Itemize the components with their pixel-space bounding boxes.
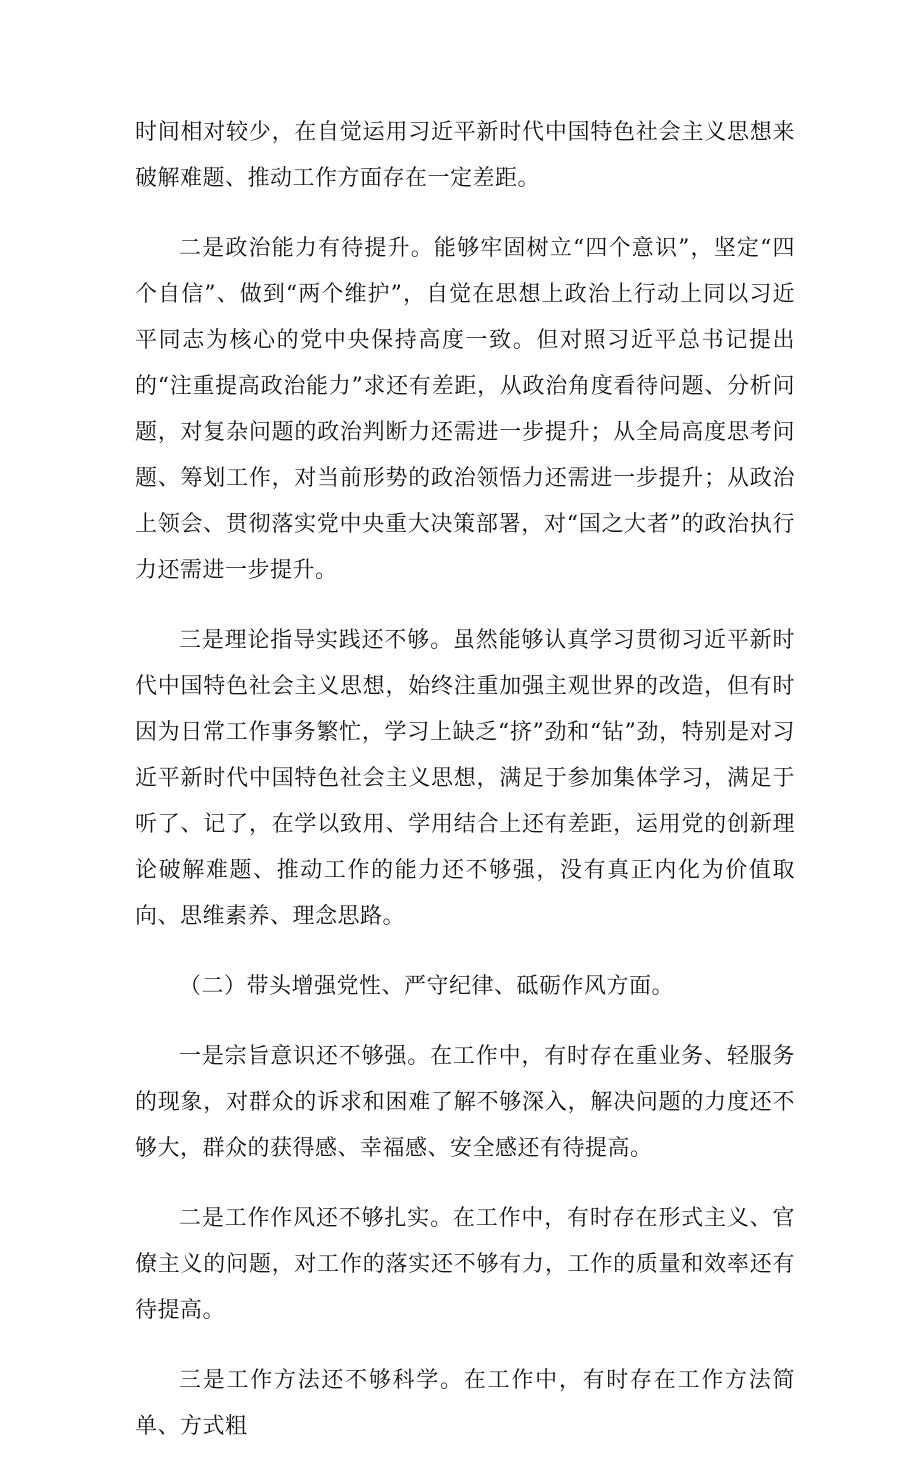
paragraph-political-ability: 二是政治能力有待提升。能够牢固树立“四个意识”，坚定“四个自信”、做到“两个维护”，自觉在思想上政治上行动上同以习近平同志为核心的党中央保持高度一致。但对照习近平总书记提出的“注重提高政治能力”求还有差距，从政治角度看待问题、分析问题，对复杂问题的政治判断力还需进一步提升；从全局高度思考问题、筹划工作，对当前形势的政治领悟力还需进一步提升；从政治上领会、贯彻落实党中央重大决策部署，对“国之大者”的政治执行力还需进一步提升。 — [135, 236, 795, 583]
section-heading: （二）带头增强党性、严守纪律、砥砺作风方面。 — [179, 974, 675, 999]
paragraph-continuation: 时间相对较少，在自觉运用习近平新时代中国特色社会主义思想来破解难题、推动工作方面存在一定差距。 — [135, 120, 795, 191]
paragraph-purpose-awareness: 一是宗旨意识还不够强。在工作中，有时存在重业务、轻服务的现象，对群众的诉求和困难了解不够深入，解决问题的力度还不够大，群众的获得感、幸福感、安全感还有待提高。 — [135, 1044, 795, 1161]
document-body — [135, 110, 795, 1474]
paragraph-work-method: 三是工作方法还不够科学。在工作中，有时存在工作方法简单、方式粗 — [135, 1368, 795, 1439]
paragraph-work-style: 二是工作作风还不够扎实。在工作中，有时存在形式主义、官僚主义的问题，对工作的落实还不够有力，工作的质量和效率还有待提高。 — [135, 1206, 795, 1323]
paragraph-theory-practice: 三是理论指导实践还不够。虽然能够认真学习贯彻习近平新时代中国特色社会主义思想，始终注重加强主观世界的改造，但有时因为日常工作事务繁忙，学习上缺乏“挤”劲和“钻”劲，特别是对习近平新时代中国特色社会主义思想，满足于参加集体学习，满足于听了、记了，在学以致用、学用结合上还有差距，运用党的创新理论破解难题、推动工作的能力还不够强，没有真正内化为价值取向、思维素养、理念思路。 — [135, 628, 795, 929]
